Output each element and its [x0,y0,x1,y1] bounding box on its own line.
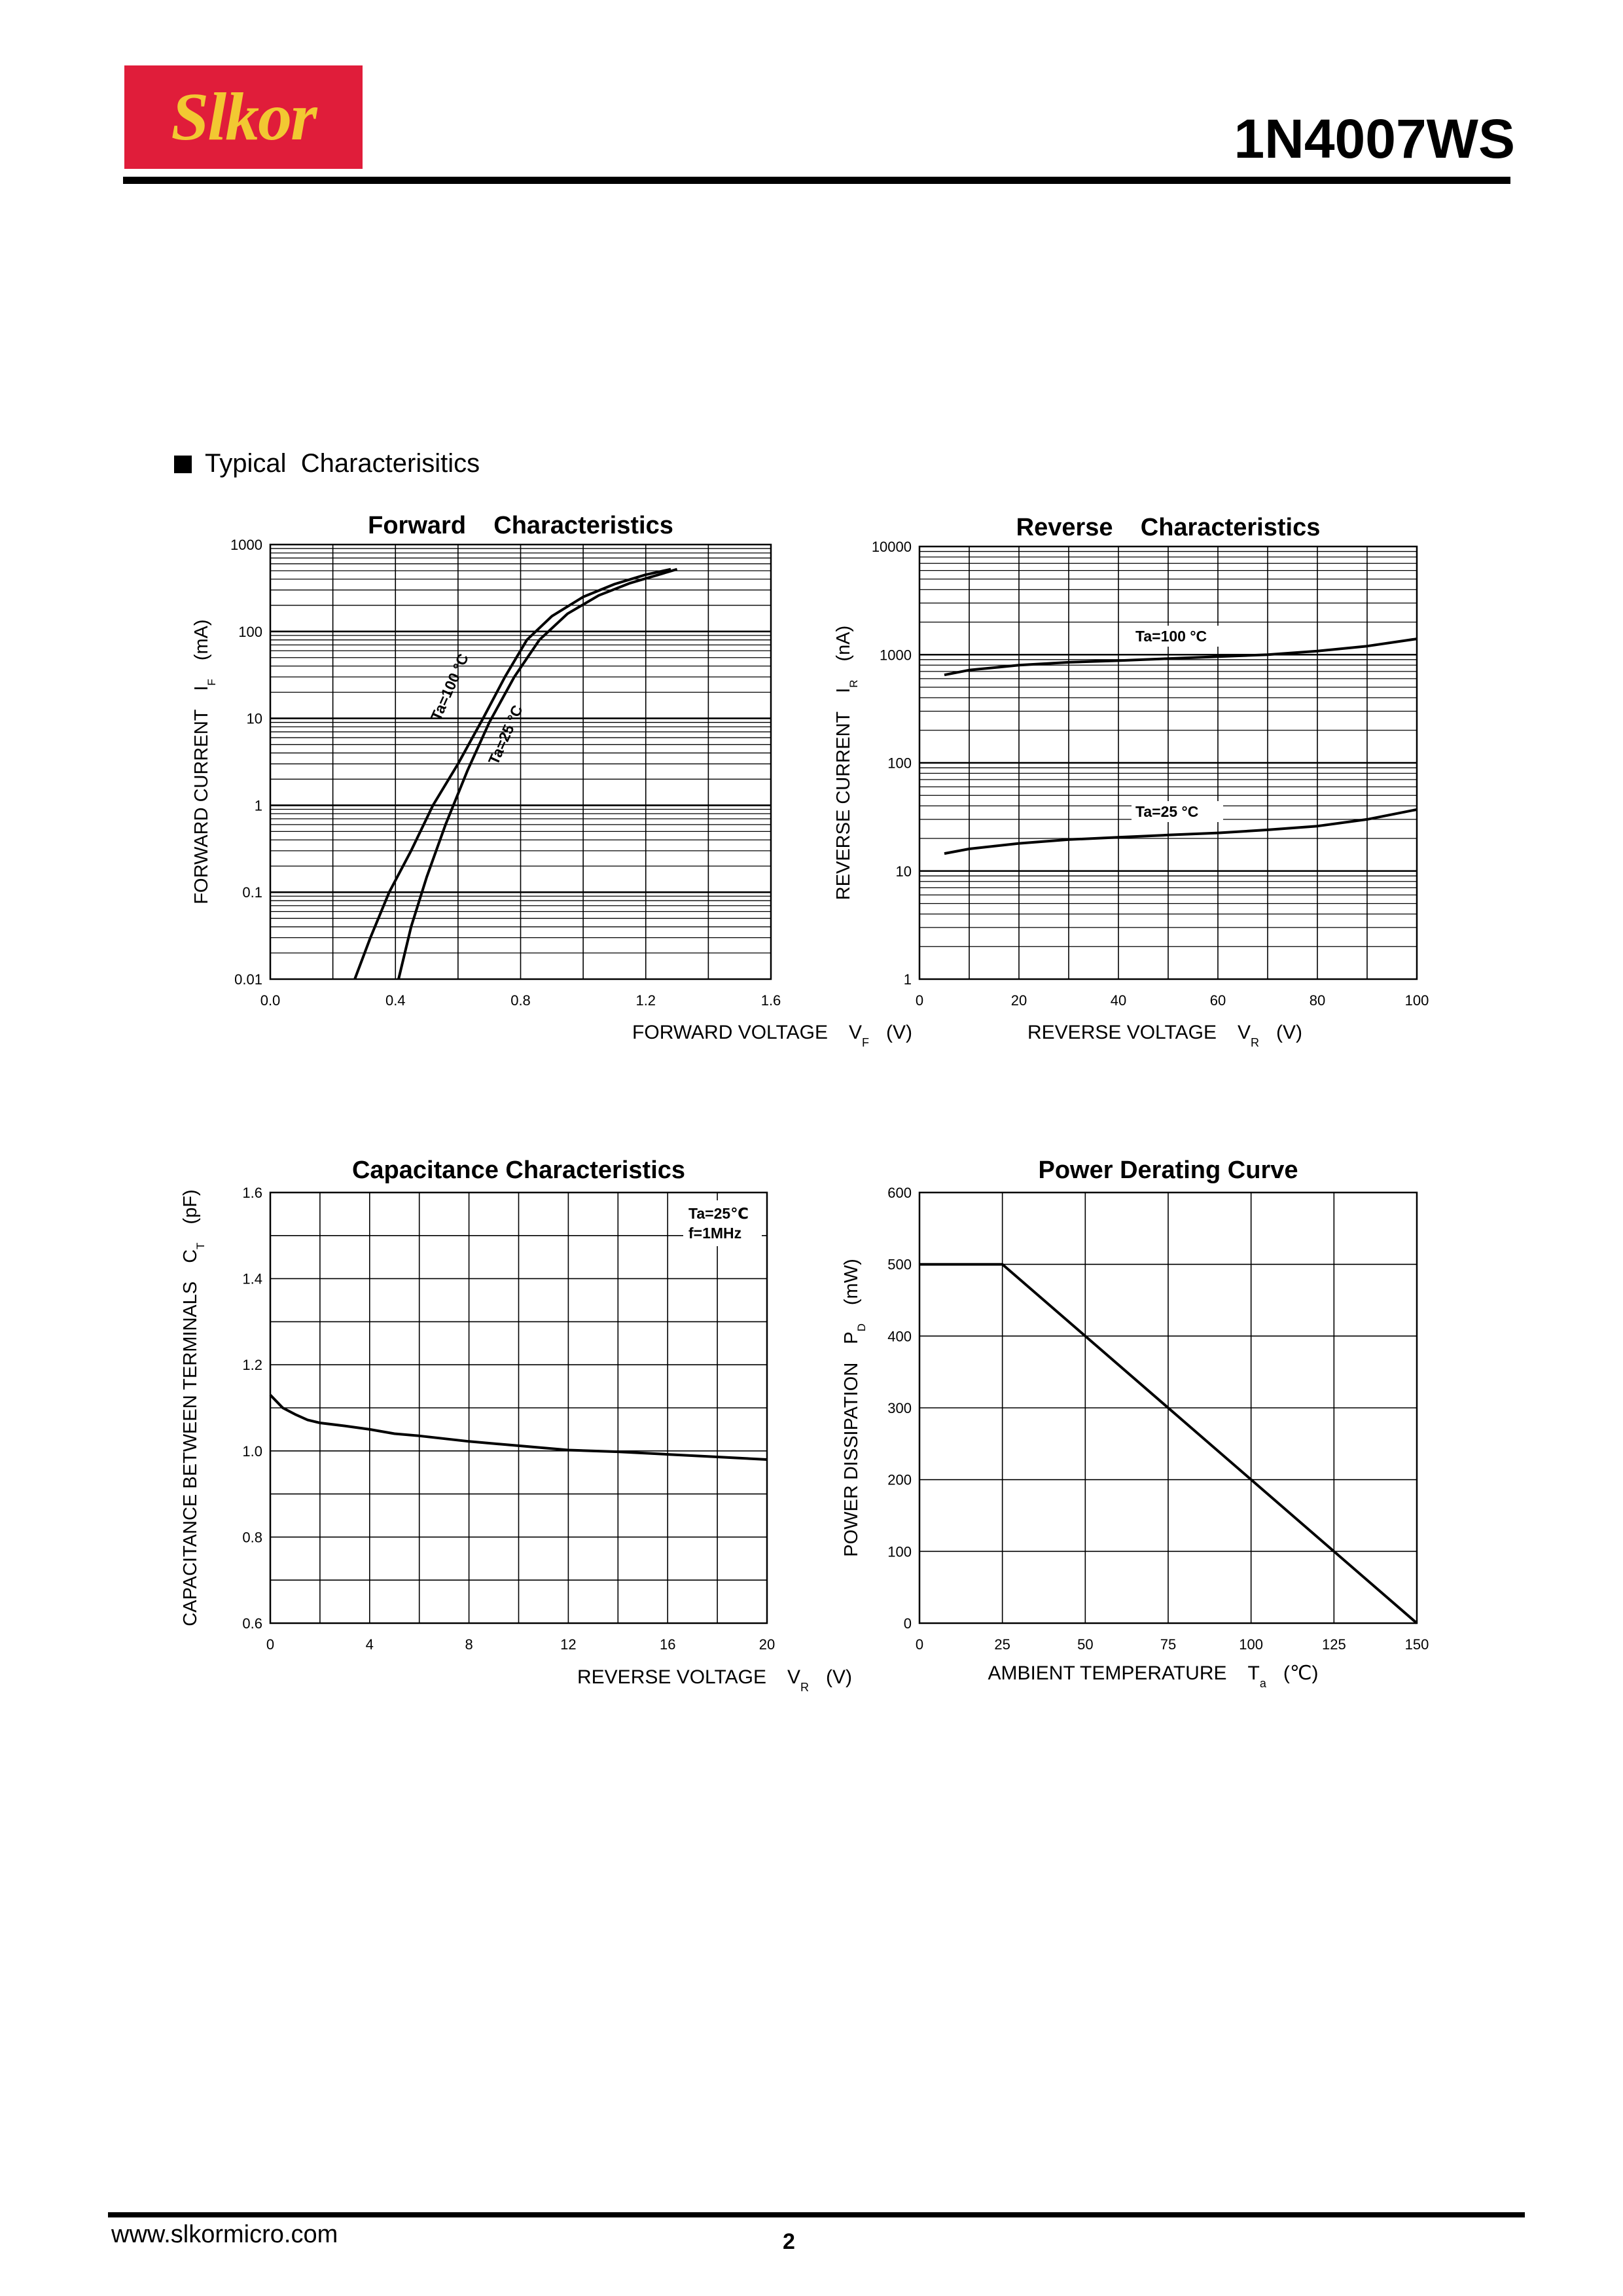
y-tick-label: 100 [887,755,912,772]
y-axis-symbol: I [191,685,212,691]
x-axis-symbol: V [1237,1022,1251,1043]
y-tick-label: 200 [887,1471,912,1488]
x-tick-label: 0.0 [260,992,281,1009]
y-axis-unit: (mW) [841,1259,862,1306]
x-tick-label: 8 [465,1636,473,1653]
x-tick-label: 1.6 [760,992,781,1009]
x-tick-label: 4 [365,1636,374,1653]
y-tick-label: 0.01 [234,971,262,988]
curve-annotation: Ta=25 °C [1135,803,1199,820]
y-tick-label: 100 [887,1543,912,1560]
y-axis-subscript: D [855,1323,868,1332]
x-tick-label: 60 [1209,992,1226,1009]
y-axis-subscript: R [847,679,860,688]
y-axis-label-text: REVERSE CURRENT [833,711,854,901]
y-axis-unit: (nA) [833,625,854,662]
y-tick-label: 1 [254,797,262,814]
y-tick-label: 0.6 [242,1615,262,1632]
y-tick-label: 1.2 [242,1357,262,1374]
x-axis-unit: (V) [1276,1022,1302,1043]
y-tick-label: 0.1 [242,884,262,901]
x-tick-label: 125 [1321,1636,1346,1653]
x-axis-subscript: F [861,1036,869,1049]
y-tick-label: 500 [887,1256,912,1273]
x-tick-label: 20 [1010,992,1027,1009]
x-axis-symbol: V [848,1022,862,1043]
y-tick-label: 400 [887,1328,912,1345]
x-tick-label: 50 [1077,1636,1094,1653]
page-number: 2 [783,2229,795,2254]
y-tick-label: 10 [246,710,262,727]
x-axis-symbol: T [1247,1662,1260,1684]
x-tick-label: 20 [758,1636,776,1653]
x-axis-unit: (V) [826,1666,852,1688]
y-tick-label: 1.6 [242,1185,262,1201]
x-tick-label: 75 [1160,1636,1177,1653]
y-axis-symbol: I [833,687,854,693]
curve-annotation: Ta=25℃ [688,1205,749,1222]
y-tick-label: 10000 [871,539,912,555]
y-axis-symbol: C [180,1249,201,1263]
x-tick-label: 0.8 [510,992,531,1009]
curve-annotation: Ta=100 °C [1135,628,1207,645]
x-axis-subscript: R [1251,1036,1259,1049]
y-tick-label: 600 [887,1185,912,1201]
y-tick-label: 1000 [880,647,912,664]
x-tick-label: 100 [1404,992,1429,1009]
chart-title: Capacitance Characteristics [351,1157,686,1184]
x-tick-label: 12 [560,1636,577,1653]
x-axis-label [988,1662,1318,1690]
y-axis-label [841,1259,868,1556]
y-axis-symbol: P [841,1331,862,1344]
y-tick-label: 1000 [230,537,262,553]
x-tick-label: 40 [1110,992,1127,1009]
x-axis-unit: (V) [885,1022,912,1043]
y-tick-label: 1.4 [242,1270,262,1287]
x-axis-unit: (℃) [1283,1662,1319,1684]
y-axis-subscript: F [205,679,218,686]
x-tick-label: 100 [1239,1636,1264,1653]
x-axis-label-text: FORWARD VOLTAGE [632,1022,828,1043]
y-axis-label-text: FORWARD CURRENT [191,709,212,905]
footer-divider [108,2212,1525,2217]
curve-annotation: Ta=25 °C [484,702,526,768]
y-tick-label: 1 [903,971,912,988]
x-tick-label: 0 [915,992,924,1009]
x-tick-label: 0 [266,1636,275,1653]
x-axis-label-text: REVERSE VOLTAGE [577,1666,766,1688]
plot-area [919,1193,1417,1623]
x-tick-label: 80 [1309,992,1326,1009]
y-axis-label-text: POWER DISSIPATION [841,1362,862,1557]
x-axis-label-text: AMBIENT TEMPERATURE [988,1662,1227,1684]
y-tick-label: 1.0 [242,1443,262,1460]
logo-text: Slkor [171,79,316,154]
chart-title: Forward Characteristics [368,512,673,539]
chart-title: Power Derating Curve [1038,1157,1298,1184]
y-tick-label: 10 [895,863,912,880]
curve-annotation: f=1MHz [688,1225,742,1242]
x-axis-symbol: V [787,1666,800,1688]
x-tick-label: 25 [994,1636,1010,1653]
x-axis-subscript: a [1259,1677,1266,1690]
x-axis-subscript: R [800,1681,809,1694]
x-tick-label: 16 [659,1636,676,1653]
y-axis-unit: (pF) [180,1189,201,1225]
y-tick-label: 0.8 [242,1529,262,1546]
x-tick-label: 1.2 [635,992,656,1009]
chart-title: Reverse Characteristics [1016,514,1321,541]
x-axis-label-text: REVERSE VOLTAGE [1027,1022,1217,1043]
y-tick-label: 300 [887,1400,912,1416]
footer-url: www.slkormicro.com [111,2221,338,2248]
y-axis-label-text: CAPACITANCE BETWEEN TERMINALS [180,1281,201,1626]
part-number: 1N4007WS [1234,108,1515,170]
section-title-text: Typical Characterisitics [205,449,480,478]
y-tick-label: 0 [903,1615,912,1632]
y-axis-subscript: T [194,1242,207,1249]
y-axis-unit: (mA) [191,619,212,661]
x-tick-label: 0 [915,1636,924,1653]
y-tick-label: 100 [238,623,262,640]
x-tick-label: 0.4 [385,992,406,1009]
x-tick-label: 150 [1404,1636,1429,1653]
curve-annotation: Ta=100 °C [427,651,472,724]
